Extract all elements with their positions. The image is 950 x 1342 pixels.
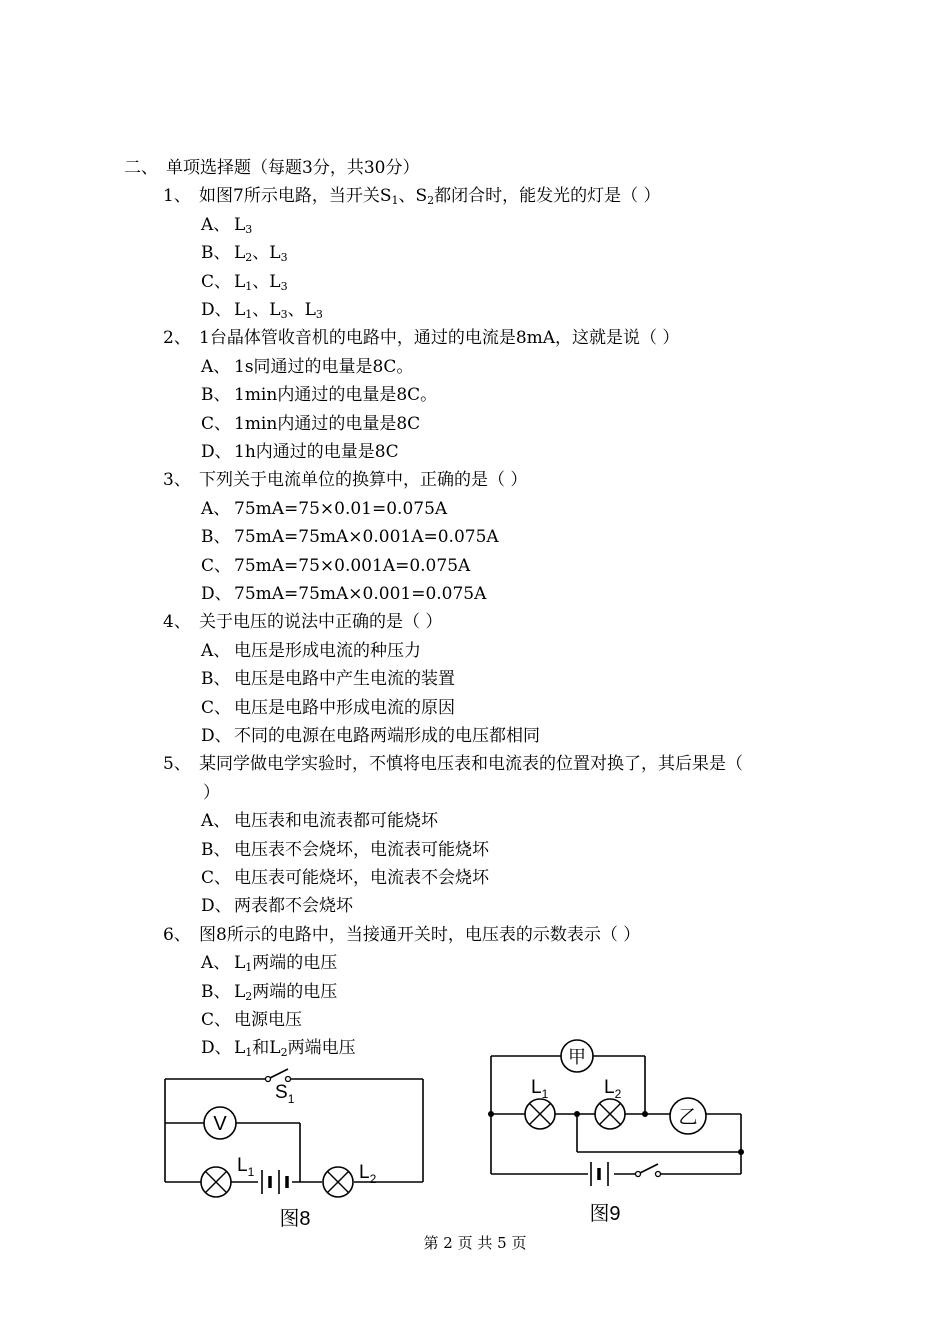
battery-icon xyxy=(591,1162,608,1186)
answer-option: A、 电压表和电流表都可能烧坏 xyxy=(201,811,438,832)
answer-option: A、 1s同通过的电量是8C。 xyxy=(201,356,414,377)
question-stem: 2、 1台晶体管收音机的电路中，通过的电流是8mA，这就是说（ ） xyxy=(163,328,680,349)
figure-9-circuit xyxy=(480,1035,750,1230)
figure9-caption: 图9 xyxy=(589,1203,621,1225)
question-stem: 4、 关于电压的说法中正确的是（ ） xyxy=(163,612,443,633)
battery-icon xyxy=(262,1170,287,1194)
lamp-l1-icon xyxy=(525,1099,555,1129)
lamp2-label: $L_2$ xyxy=(359,1162,377,1186)
answer-option: D、 两表都不会烧坏 xyxy=(201,896,353,917)
answer-option: C、 $L_1$、$L_3$ xyxy=(201,271,288,293)
switch-icon xyxy=(636,1172,661,1177)
lamp-l2-icon xyxy=(323,1167,353,1197)
figure8-caption: 图8 xyxy=(279,1208,311,1230)
answer-option: B、 $L_2$、$L_3$ xyxy=(201,243,288,265)
answer-option: C、 1min内通过的电量是8C xyxy=(201,413,421,434)
question-stem: 3、 下列关于电流单位的换算中，正确的是（ ） xyxy=(163,470,528,491)
meter-jia-label: 甲 xyxy=(568,1047,586,1067)
answer-option: D、 $L_1$和$L_2$两端电压 xyxy=(201,1038,356,1060)
answer-option: B、 $L_2$两端的电压 xyxy=(201,981,338,1003)
answer-option: B、 75mA=75mA×0.001A=0.075A xyxy=(201,527,499,548)
meter-yi-label: 乙 xyxy=(678,1107,698,1128)
answer-option: B、 电压是电路中产生电流的装置 xyxy=(201,669,455,690)
answer-option: A、 75mA=75×0.01=0.075A xyxy=(201,498,448,519)
answer-option: D、 不同的电源在电路两端形成的电压都相同 xyxy=(201,726,540,746)
question-stem: 6、 图8所示的电路中，当接通开关时，电压表的示数表示（ ） xyxy=(163,924,641,945)
answer-option: C、 电压表可能烧坏，电流表不会烧坏 xyxy=(201,868,489,888)
lamp-l1-icon xyxy=(201,1167,231,1197)
answer-option: D、 $L_1$、$L_3$、$L_3$ xyxy=(201,300,323,321)
switch-label: $S_1$ xyxy=(275,1082,295,1106)
question-stem: 5、 某同学做电学实验时，不慎将电压表和电流表的位置对换了，其后果是（ xyxy=(163,754,743,775)
section-heading: 二、 单项选择题（每题3分，共30分） xyxy=(124,158,420,178)
answer-option: A、 $L_1$两端的电压 xyxy=(201,953,338,975)
question-stem: 1、 如图7所示电路，当开关$S_1$、$S_2$都闭合时，能发光的灯是（ ） xyxy=(163,186,661,208)
answer-option: B、 1min内通过的电量是8C。 xyxy=(201,385,438,406)
lamp1-label: $L_1$ xyxy=(531,1077,549,1101)
figure-8-circuit xyxy=(150,1065,440,1235)
lamp1-label: $L_1$ xyxy=(237,1155,255,1179)
page-footer: 第 2 页 共 5 页 xyxy=(423,1234,527,1252)
answer-option: D、 75mA=75mA×0.001=0.075A xyxy=(201,584,487,604)
voltmeter-label: V xyxy=(213,1113,227,1135)
switch-s1-icon xyxy=(266,1077,291,1082)
answer-option: C、 电源电压 xyxy=(201,1010,302,1030)
answer-option: B、 电压表不会烧坏，电流表可能烧坏 xyxy=(201,839,489,860)
answer-option: A、 $L_3$ xyxy=(201,214,253,236)
question-stem-continued: ） xyxy=(203,782,220,803)
answer-option: A、 电压是形成电流的种压力 xyxy=(201,640,421,661)
lamp-l2-icon xyxy=(595,1099,625,1129)
answer-option: C、 75mA=75×0.001A=0.075A xyxy=(201,555,471,576)
lamp2-label: $L_2$ xyxy=(604,1077,622,1101)
answer-option: D、 1h内通过的电量是8C xyxy=(201,442,399,462)
answer-option: C、 电压是电路中形成电流的原因 xyxy=(201,697,455,718)
